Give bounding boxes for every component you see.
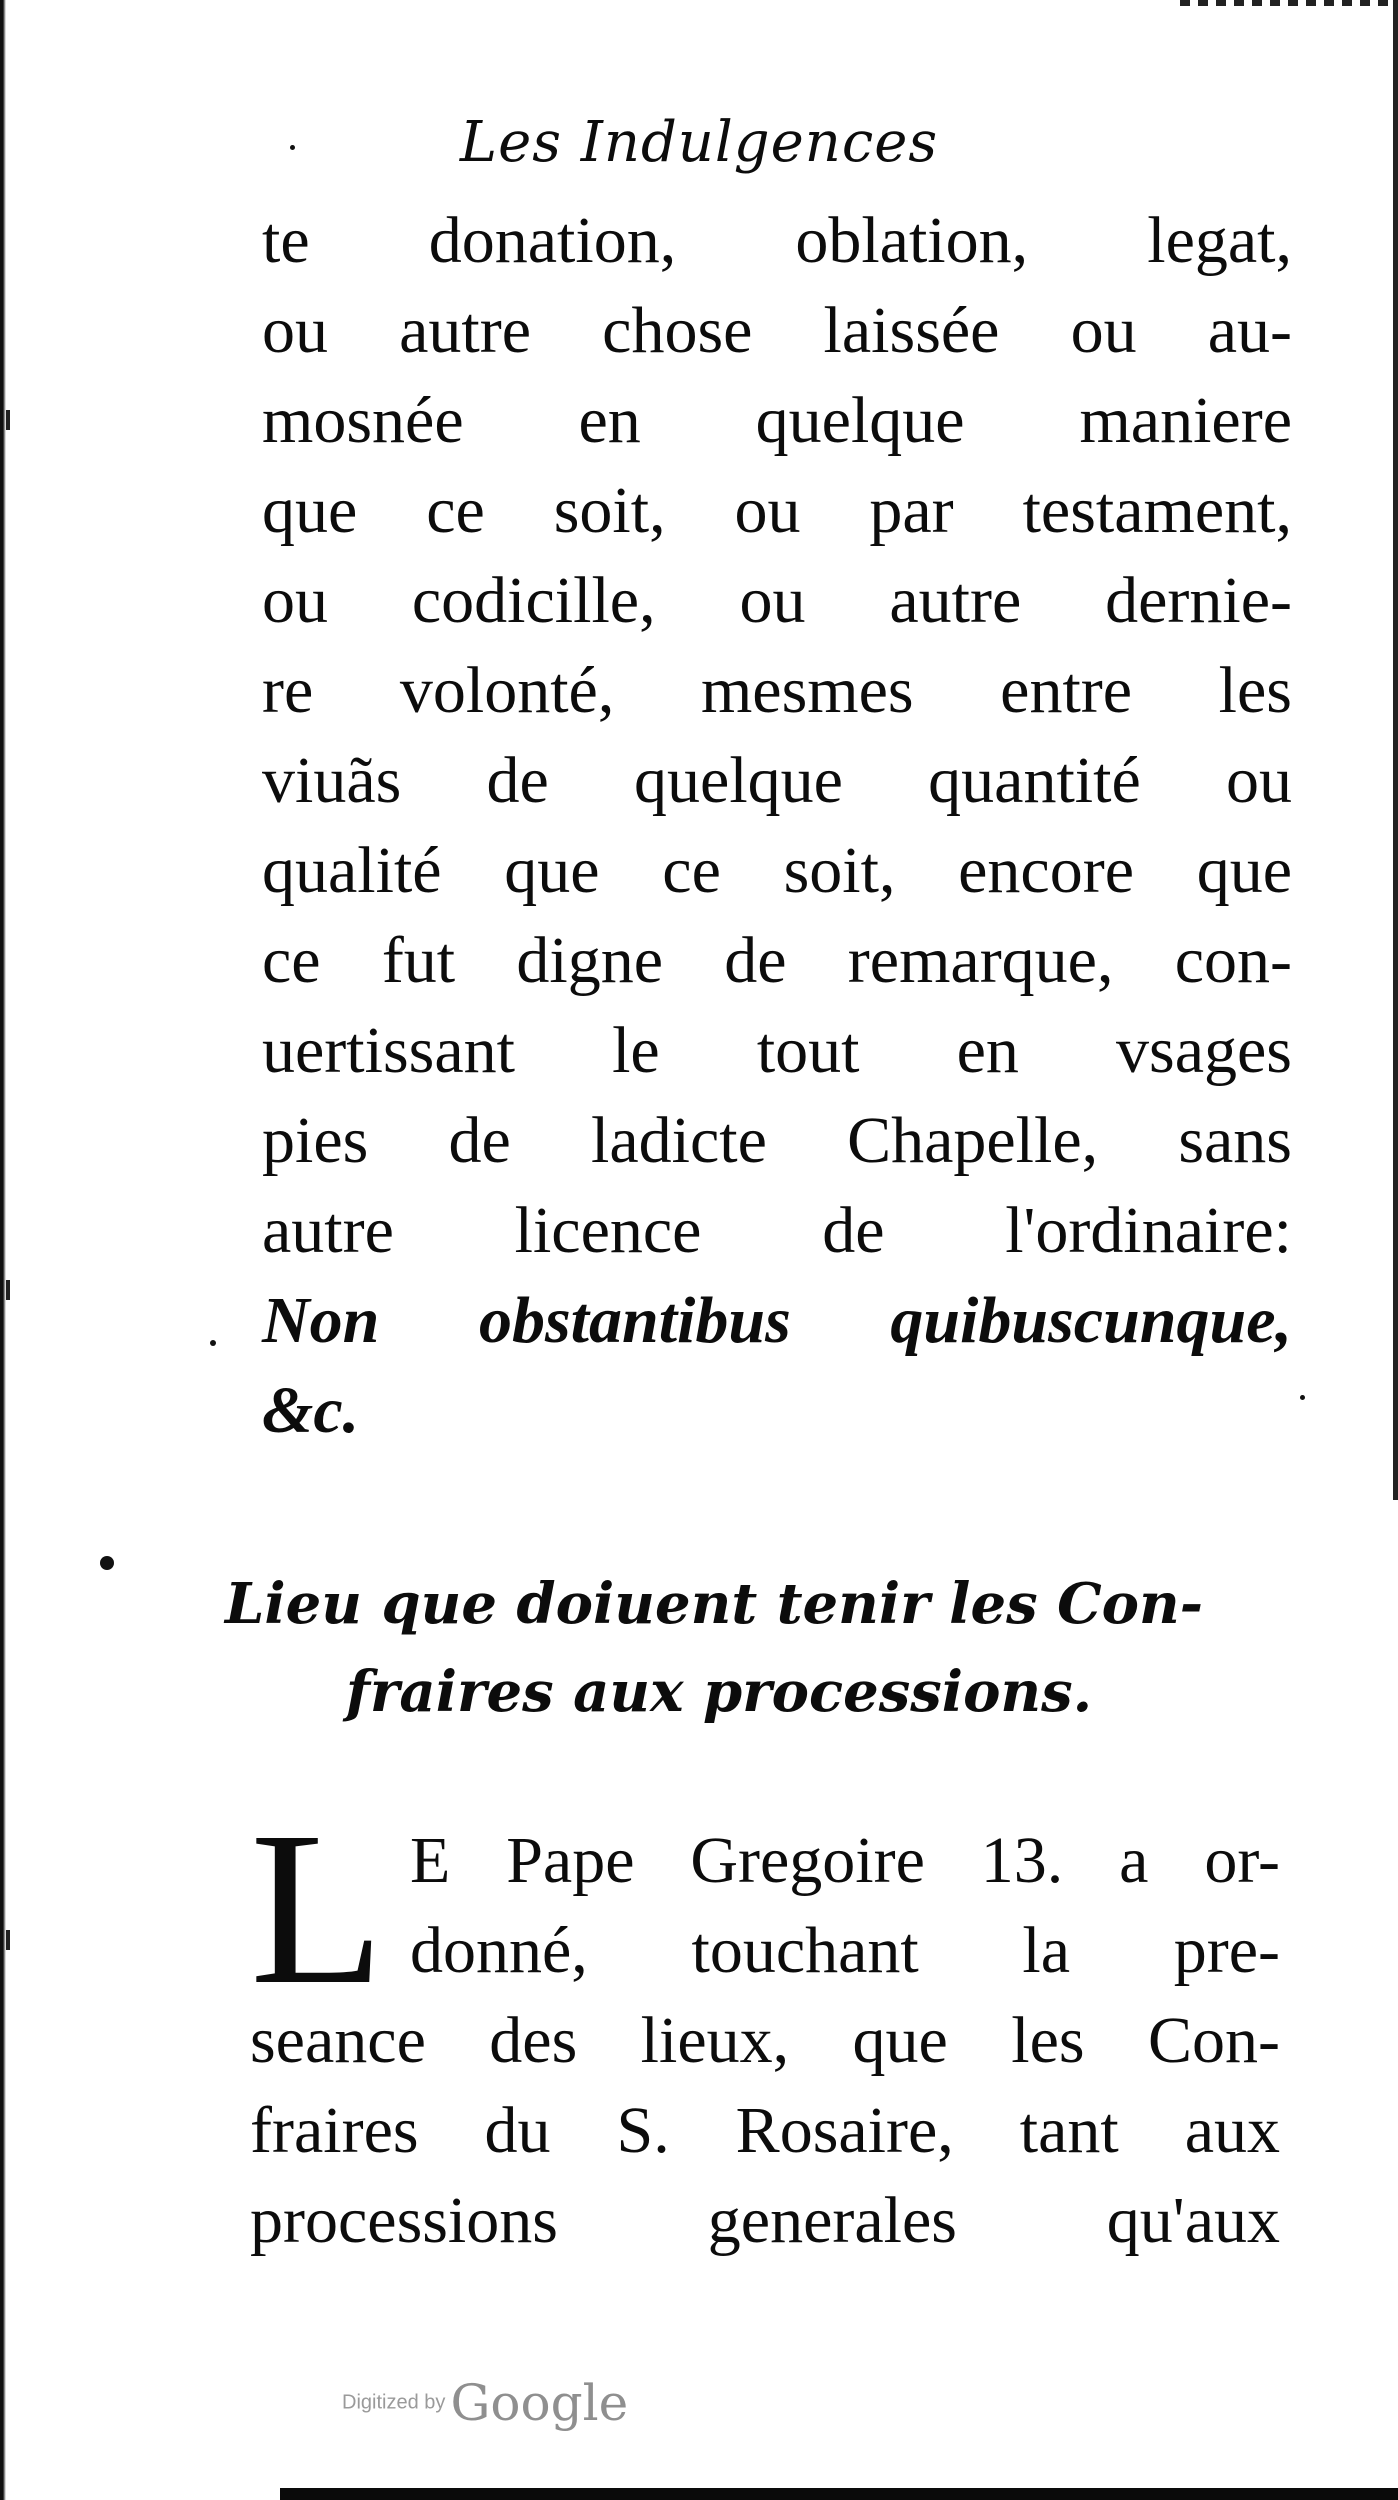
text-line: qualité que ce soit, encore que <box>262 834 1292 907</box>
page-left-edge <box>0 0 6 2500</box>
section-heading-line: Lieu que doiuent tenir les Con- <box>225 1571 1203 1637</box>
text-line: que ce soit, ou par testament, <box>262 474 1292 547</box>
text-line: ce fut digne de remarque, con- <box>262 924 1292 997</box>
drop-cap: L <box>250 1786 385 2030</box>
stamp-prefix: Digitized by <box>342 2391 446 2414</box>
text-line: autre licence de l'ordinaire: <box>262 1194 1292 1267</box>
scan-mark <box>6 1930 10 1950</box>
page-top-edge <box>1180 0 1398 6</box>
running-head: Les Indulgences <box>459 110 939 175</box>
text-line: ou codicille, ou autre dernie- <box>262 564 1292 637</box>
page-right-edge <box>1393 0 1398 1500</box>
text-line: fraires du S. Rosaire, tant aux <box>250 2094 1280 2167</box>
text-line: pies de ladicte Chapelle, sans <box>262 1104 1292 1177</box>
body-text <box>262 196 1292 1456</box>
text-line: mosnée en quelque maniere <box>262 384 1292 457</box>
text-line: te donation, oblation, legat, <box>262 204 1292 277</box>
text-line: processions generales qu'aux <box>250 2184 1280 2257</box>
ink-speck <box>1300 1395 1305 1400</box>
text-line: viuãs de quelque quantité ou <box>262 744 1292 817</box>
scan-mark <box>6 410 10 430</box>
latin-line: Non obstantibus quibuscunque, <box>262 1284 1292 1357</box>
scan-mark <box>6 1280 10 1300</box>
digitization-stamp <box>342 2374 628 2432</box>
section-heading-line: fraires aux processions. <box>345 1659 1093 1725</box>
text-line: ou autre chose laissée ou au- <box>262 294 1292 367</box>
text-line: donné, touchant la pre- <box>410 1914 1280 1987</box>
text-line: uertissant le tout en vsages <box>262 1014 1292 1087</box>
text-line: re volonté, mesmes entre les <box>262 654 1292 727</box>
stamp-brand: Google <box>450 2374 629 2432</box>
paragraph <box>250 1786 1280 2266</box>
latin-line: &c. <box>262 1374 360 1447</box>
section-heading <box>0 1560 1398 1736</box>
page-bottom-edge <box>280 2488 1398 2500</box>
text-line: seance des lieux, que les Con- <box>250 2004 1280 2077</box>
text-line: E Pape Gregoire 13. a or- <box>410 1824 1280 1897</box>
ink-speck <box>210 1340 216 1346</box>
